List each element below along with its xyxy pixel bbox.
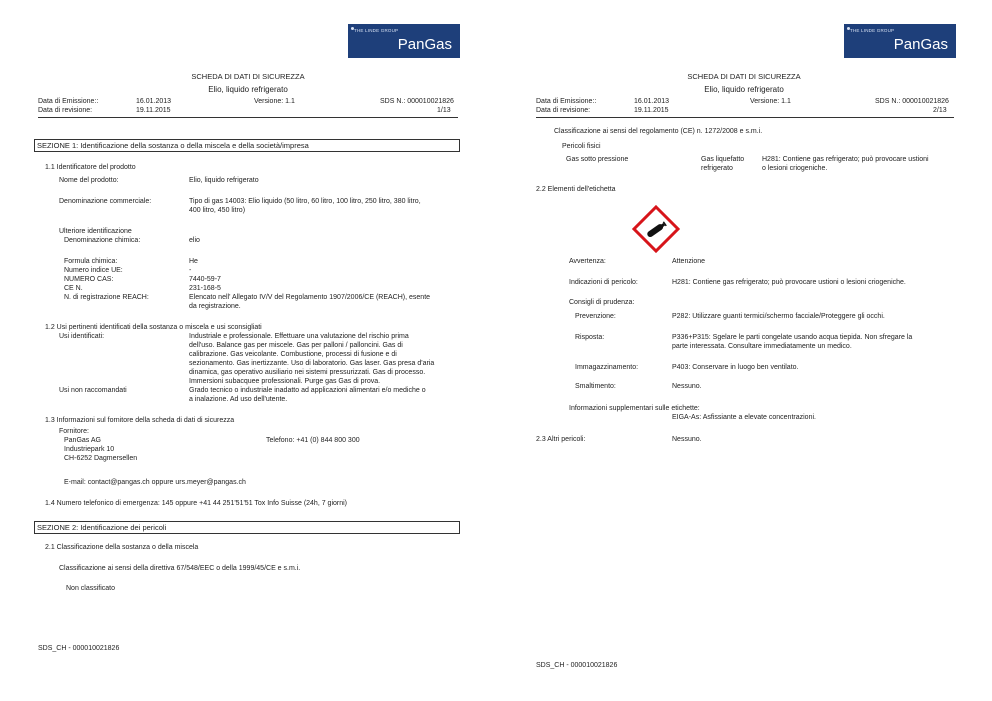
- subsection-1-4: [45, 500, 347, 509]
- phone-value: +41 (0) 844 800 300: [294, 437, 360, 444]
- response-label: Risposta:: [575, 334, 605, 341]
- formula-label: Formula chimica:: [64, 258, 118, 265]
- uses-line: sezionamento. Gas inertizzante. Uso di laboratorio. Gas laser. Gas presa d'aria: [189, 360, 435, 367]
- sds-page-2: [496, 0, 992, 701]
- not-recommended-label: Usi non raccomandati: [59, 387, 127, 394]
- supplier-line: PanGas AG: [64, 437, 101, 444]
- email-value: contact@pangas.ch oppure urs.meyer@pangas.ch: [85, 479, 246, 486]
- ce-label: CE N.: [64, 285, 83, 292]
- hazard-statement-line-2: o lesioni criogeniche.: [762, 165, 828, 172]
- trade-name-label: Denominazione commerciale:: [59, 198, 152, 205]
- trade-name-value-line-1: Tipo di gas 14003: Elio liquido (50 litro, 60 litro, 100 litro, 250 litro, 380 litro,: [189, 198, 421, 205]
- formula-value: He: [189, 258, 198, 265]
- hazard-category-line-1: Gas liquefatto: [701, 156, 745, 163]
- version-label: Versione: 1.1: [750, 98, 791, 105]
- signal-word-value: Attenzione: [672, 258, 706, 265]
- emission-date: 16.01.2013: [136, 98, 172, 105]
- sds-number: SDS N.: 000010021826: [875, 98, 949, 105]
- disposal-value: Nessuno.: [672, 383, 702, 390]
- revision-label: Data di revisione:: [38, 107, 93, 114]
- email-line: [64, 479, 246, 488]
- product-name-value: Elio, liquido refrigerato: [189, 177, 259, 184]
- supplementary-info-value: EIGA-As: Asfissiante a elevate concentrazioni.: [672, 414, 816, 421]
- logo-group-text: THE LINDE GROUP: [354, 28, 399, 33]
- prevention-value: P282: Utilizzare guanti termici/schermo facciale/Proteggere gli occhi.: [672, 313, 885, 320]
- clp-classification-title: Classificazione ai sensi del regolamento (CE) n. 1272/2008 e s.m.i.: [554, 128, 763, 135]
- uses-line: Immersioni subacquee professionali. Purge gas Gas di prova.: [189, 378, 381, 385]
- chem-name-label: Denominazione chimica:: [64, 237, 141, 244]
- section-1-title: SEZIONE 1: Identificazione della sostanza o della miscela e della società/impresa: [34, 139, 460, 152]
- hazard-indications-label: Indicazioni di pericolo:: [569, 279, 638, 286]
- page-footer: SDS_CH - 000010021826: [536, 662, 618, 669]
- uses-label: Usi identificati:: [59, 333, 105, 340]
- logo-brand-text: PanGas: [893, 36, 948, 53]
- header-divider: [536, 117, 954, 118]
- revision-date: 19.11.2015: [136, 107, 171, 114]
- page-footer: SDS_CH - 000010021826: [38, 645, 120, 652]
- revision-date: 19.11.2015: [634, 107, 669, 114]
- phone-line: [266, 437, 360, 446]
- uses-line: Industriale e professionale. Effettuare una valutazione del rischio prima: [189, 333, 409, 340]
- logo-brand-text: PanGas: [397, 36, 452, 53]
- page-number: 1/13: [437, 107, 451, 114]
- product-title: Elio, liquido refrigerato: [208, 85, 288, 94]
- supplier-label: Fornitore:: [59, 428, 89, 435]
- response-value-line-2: parte interessata. Consultare immediatamente un medico.: [672, 343, 852, 350]
- emergency-phone-value: 145 oppure +41 44 251'51'51 Tox Info Suisse (24h, 7 giorni): [159, 500, 348, 507]
- header-divider: [38, 117, 458, 118]
- section-2-title: SEZIONE 2: Identificazione dei pericoli: [34, 521, 460, 534]
- subsection-1-1-title: 1.1 Identificatore del prodotto: [45, 164, 136, 171]
- reach-value-line-1: Elencato nell' Allegato IV/V del Regolamento 1907/2006/CE (REACH), esente: [189, 294, 431, 301]
- hazard-class: Gas sotto pressione: [566, 156, 629, 163]
- cas-label: NUMERO CAS:: [64, 276, 114, 283]
- reach-value-line-2: da registrazione.: [189, 303, 241, 310]
- subsection-2-1-title: 2.1 Classificazione della sostanza o della miscela: [45, 544, 199, 551]
- product-name-label: Nome del prodotto:: [59, 177, 119, 184]
- phone-label: Telefono:: [266, 437, 295, 444]
- doc-title: SCHEDA DI DATI DI SICUREZZA: [191, 72, 305, 81]
- pangas-logo: [348, 24, 460, 58]
- reach-label: N. di registrazione REACH:: [64, 294, 149, 301]
- supplier-line: CH-6252 Dagmersellen: [64, 455, 138, 462]
- cas-value: 7440-59-7: [189, 276, 221, 283]
- revision-label: Data di revisione:: [536, 107, 591, 114]
- gas-cylinder-pictogram-icon: [632, 205, 680, 253]
- hazard-statement-line-1: H281: Contiene gas refrigerato; può provocare ustioni: [762, 156, 929, 163]
- email-label: E-mail:: [64, 479, 86, 486]
- supplementary-info-label: Informazioni supplementari sulle etichette:: [569, 405, 700, 412]
- storage-label: Immagazzinamento:: [575, 364, 639, 371]
- index-label: Numero indice UE:: [64, 267, 123, 274]
- uses-line: calibrazione. Gas veicolante. Combustione, processi di fusione e di: [189, 351, 397, 358]
- disposal-label: Smaltimento:: [575, 383, 616, 390]
- uses-line: dell'uso. Balance gas per miscele. Gas per palloni / palloncini. Gas di: [189, 342, 403, 349]
- page-number: 2/13: [933, 107, 947, 114]
- ce-value: 231-168-5: [189, 285, 221, 292]
- subsection-2-3-title: 2.3 Altri pericoli:: [536, 436, 586, 443]
- trade-name-value-line-2: 400 litro, 450 litro): [189, 207, 246, 214]
- response-value-line-1: P336+P315: Sgelare le parti congelate usando acqua tiepida. Non sfregare la: [672, 334, 913, 341]
- emission-label: Data di Emissione::: [536, 98, 597, 105]
- physical-hazards-label: Pericoli fisici: [562, 143, 601, 150]
- doc-title: SCHEDA DI DATI DI SICUREZZA: [687, 72, 801, 81]
- emission-label: Data di Emissione::: [38, 98, 99, 105]
- uses-line: dinamica, gas operativo ausiliario nei sistemi pressurizzati. Gas di processo.: [189, 369, 426, 376]
- chem-name-value: elio: [189, 237, 200, 244]
- directive-classification-title: Classificazione ai sensi della direttiva 67/548/EEC o della 1999/45/CE e s.m.i.: [59, 565, 301, 572]
- other-hazards-value: Nessuno.: [672, 436, 702, 443]
- not-classified-text: Non classificato: [66, 585, 116, 592]
- product-title: Elio, liquido refrigerato: [704, 85, 784, 94]
- not-recommended-line: Grado tecnico o industriale inadatto ad applicazioni alimentari e/o mediche o: [189, 387, 426, 394]
- subsection-1-2-title: 1.2 Usi pertinenti identificati della sostanza o miscela e usi sconsigliati: [45, 324, 262, 331]
- supplier-line: Industriepark 10: [64, 446, 115, 453]
- subsection-1-3-title: 1.3 Informazioni sul fornitore della scheda di dati di sicurezza: [45, 417, 235, 424]
- precaution-label: Consigli di prudenza:: [569, 299, 635, 306]
- index-value: -: [189, 267, 192, 274]
- prevention-label: Prevenzione:: [575, 313, 616, 320]
- sds-number: SDS N.: 000010021826: [380, 98, 454, 105]
- subsection-2-2-title: 2.2 Elementi dell'etichetta: [536, 186, 616, 193]
- emission-date: 16.01.2013: [634, 98, 670, 105]
- version-label: Versione: 1.1: [254, 98, 295, 105]
- hazard-indications-value: H281: Contiene gas refrigerato; può provocare ustioni o lesioni criogeniche.: [672, 279, 906, 286]
- further-id-label: Ulteriore identificazione: [59, 228, 132, 235]
- signal-word-label: Avvertenza:: [569, 258, 606, 265]
- hazard-category-line-2: refrigerato: [701, 165, 733, 172]
- pangas-logo: [844, 24, 956, 58]
- subsection-1-4-title: 1.4 Numero telefonico di emergenza:: [45, 500, 160, 507]
- not-recommended-line: a inalazione. Ad uso dell'utente.: [189, 396, 288, 403]
- logo-group-text: THE LINDE GROUP: [850, 28, 895, 33]
- storage-value: P403: Conservare in luogo ben ventilato.: [672, 364, 799, 371]
